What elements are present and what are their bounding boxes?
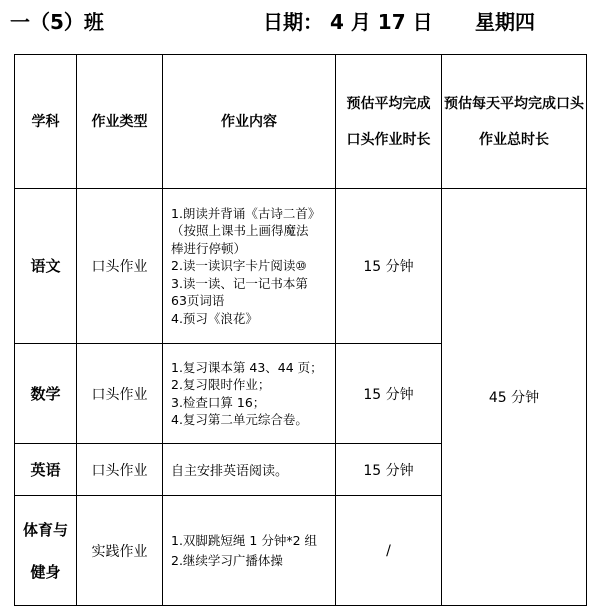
- content-line: 2.继续学习广播体操: [171, 552, 283, 568]
- content-line: （按照上课书上画得魔法: [171, 223, 309, 239]
- type-cell: 口头作业: [77, 344, 163, 444]
- content-cell: [163, 344, 336, 444]
- class-name: 一（5）班: [10, 10, 104, 34]
- weekday-label: 星期四: [475, 10, 535, 34]
- column-header-content: 作业内容: [163, 55, 336, 189]
- homework-table: [14, 54, 587, 606]
- content-line: 2.复习限时作业；: [171, 377, 271, 392]
- content-line: 4.预习《浪花》: [171, 310, 258, 326]
- type-cell: 口头作业: [77, 189, 163, 344]
- content-line: 3.读一读、记一记书本第: [171, 275, 308, 291]
- estimate-cell: /: [336, 496, 442, 606]
- table-header-row: [15, 55, 587, 189]
- table-row: [15, 189, 587, 344]
- content-line: 3.检查口算 16；: [171, 394, 266, 410]
- content-line: 63页词语: [171, 293, 225, 309]
- content-cell: [163, 444, 336, 496]
- subject-cell: 数学: [15, 344, 77, 444]
- subject-cell: 英语: [15, 444, 77, 496]
- content-line: 棒进行停顿）: [171, 240, 247, 256]
- column-header-subject: 学科: [15, 55, 77, 189]
- page-header: [10, 6, 587, 38]
- content-line: 4.复习第二单元综合卷。: [171, 412, 308, 427]
- total-duration-cell: 45 分钟: [442, 189, 587, 606]
- type-cell: 实践作业: [77, 496, 163, 606]
- subject-cell: 体育与健身: [15, 496, 77, 606]
- type-cell: 口头作业: [77, 444, 163, 496]
- content-cell: [163, 189, 336, 344]
- content-cell: [163, 496, 336, 606]
- column-header-estimate: 预估平均完成口头作业时长: [336, 55, 442, 189]
- estimate-cell: 15 分钟: [336, 189, 442, 344]
- content-line: 2.读一读识字卡片阅读⑩: [171, 258, 307, 274]
- content-line: 自主安排英语阅读。: [171, 464, 289, 479]
- content-line: 1.双脚跳短绳 1 分钟*2 组: [171, 532, 318, 548]
- content-line: 1.朗读并背诵《古诗二首》: [171, 205, 321, 221]
- estimate-cell: 15 分钟: [336, 444, 442, 496]
- date-label: 日期： 4 月 17 日: [263, 10, 433, 34]
- subject-cell: 语文: [15, 189, 77, 344]
- column-header-total: 预估每天平均完成口头作业总时长: [442, 55, 587, 189]
- estimate-cell: 15 分钟: [336, 344, 442, 444]
- column-header-type: 作业类型: [77, 55, 163, 189]
- content-line: 1.复习课本第 43、44 页；: [171, 359, 323, 375]
